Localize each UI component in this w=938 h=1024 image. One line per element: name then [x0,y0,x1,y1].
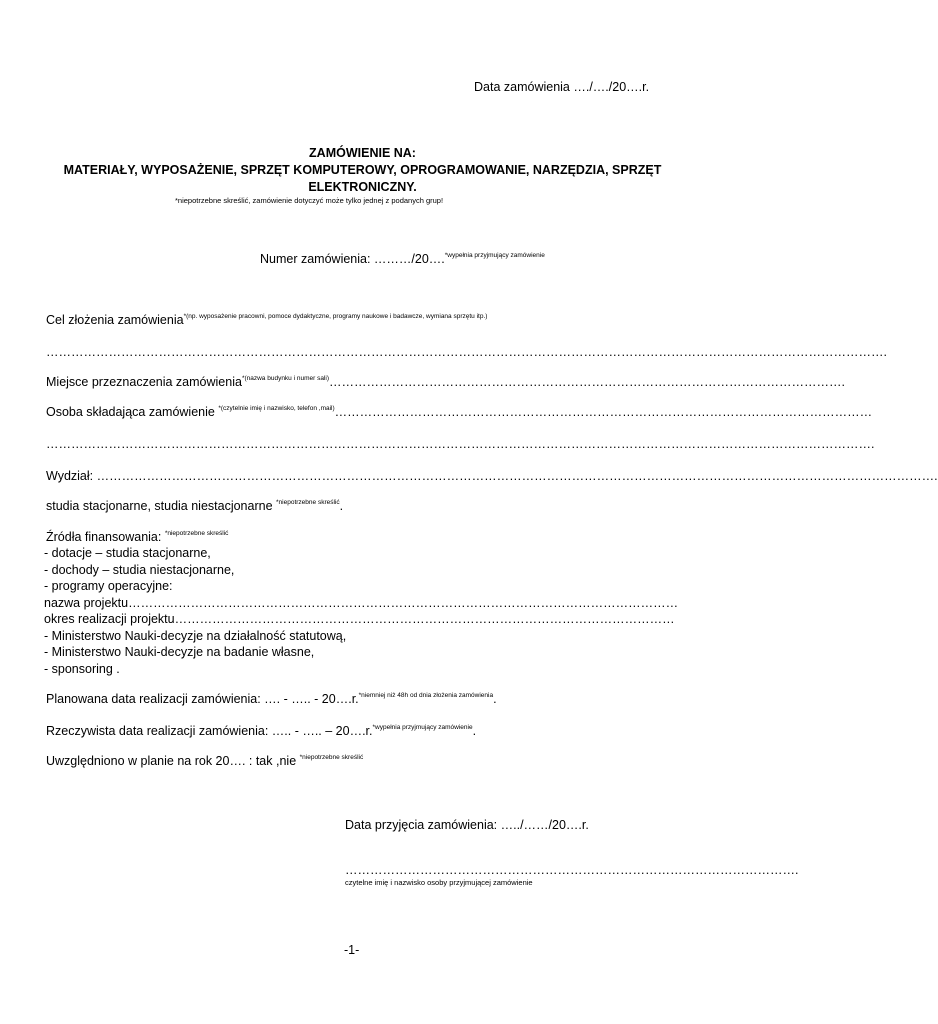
funding-item: - Ministerstwo Nauki-decyzje na badanie własne, [44,645,315,659]
form-title: ZAMÓWIENIE NA: [309,146,416,160]
order-number: Numer zamówienia: ………/20…. [260,252,445,266]
purpose-note: *(np. wyposażenie pracowni, pomoce dydaktyczne, programy naukowe i badawcze, wymiana sprzętu itp.) [183,313,488,320]
funding-note: *niepotrzebne skreślić [164,530,229,537]
planned-date-end: . [493,692,497,706]
signature-caption: czytelne imię i nazwisko osoby przyjmującej zamówienie [345,878,533,887]
acceptance-date: Data przyjęcia zamówienia: …../……/20….r. [345,818,589,832]
person-field[interactable]: ………………………………………………………………………………………………………………… [334,405,873,419]
plan-note: *niepotrzebne skreślić [299,754,364,761]
actual-date-note: *wypełnia przyjmujący zamówienie [372,724,473,731]
group-note: *niepotrzebne skreślić, zamówienie dotyczyć może tylko jednej z podanych grup! [175,196,444,205]
person-label: Osoba składająca zamówienie [46,405,215,419]
plan-line [46,754,363,768]
purpose-label: Cel złożenia zamówienia [46,313,184,327]
study-line [46,499,343,513]
funding-item: - Ministerstwo Nauki-decyzje na działalność statutową, [44,629,347,643]
form-category-list-end: ELEKTRONICZNY. [308,180,417,194]
planned-date-line [46,692,497,706]
person-field-2[interactable]: ………………………………………………………………………………………………………………………………………………………………………………. [46,437,875,451]
planned-date: Planowana data realizacji zamówienia: …. - ….. - 20….r. [46,692,359,706]
destination-note: *(nazwa budynku i numer sali) [241,375,330,382]
destination-line [46,375,845,389]
planned-date-note: *niemniej niż 48h od dnia złożenia zamówienia [358,692,494,699]
study-mode: studia stacjonarne, studia niestacjonarne [46,499,273,513]
funding-item: - dochody – studia niestacjonarne, [44,563,235,577]
project-period-field[interactable]: okres realizacji projektu………………………………………………………………………………………………………… [44,612,675,626]
form-category-list: MATERIAŁY, WYPOSAŻENIE, SPRZĘT KOMPUTEROWY, OPROGRAMOWANIE, NARZĘDZIA, SPRZĘT [63,163,662,177]
person-note: *(czytelnie imię i nazwisko, telefon ,mail) [218,405,335,412]
department-field[interactable]: Wydział: …………………………………………………………………………………………………………………………………………………………………………………. [46,469,938,483]
purpose-line [46,313,487,327]
order-date: Data zamówienia …./…./20….r. [474,80,650,94]
actual-date: Rzeczywista data realizacji zamówienia: ….. - ….. – 20….r. [46,724,373,738]
funding-label: Źródła finansowania: [46,530,162,544]
funding-item: - dotacje – studia stacjonarne, [44,546,211,560]
funding-line [46,530,228,544]
destination-field[interactable]: ……………………………………………………………………………………………………………. [329,375,845,389]
project-name-field[interactable]: nazwa projektu…………………………………………………………………………………………………………………… [44,596,679,610]
actual-date-end: . [472,724,477,738]
actual-date-line [46,724,476,738]
funding-item: - programy operacyjne: [44,579,173,593]
person-line [46,405,873,419]
order-number-line [260,252,545,266]
order-number-note: *wypełnia przyjmujący zamówienie [444,252,545,259]
study-end: . [339,499,344,513]
purpose-field[interactable]: …………………………………………………………………………………………………………………………………………………………………………………. [46,345,887,359]
signature-field[interactable]: ………………………………………………………………………………………………. [345,863,799,877]
page-number: -1- [344,943,360,957]
funding-item: - sponsoring . [44,662,120,676]
destination-label: Miejsce przeznaczenia zamówienia [46,375,242,389]
plan-question: Uwzględniono w planie na rok 20…. : tak ,nie [46,754,297,768]
study-note: *niepotrzebne skreślić [276,499,340,506]
